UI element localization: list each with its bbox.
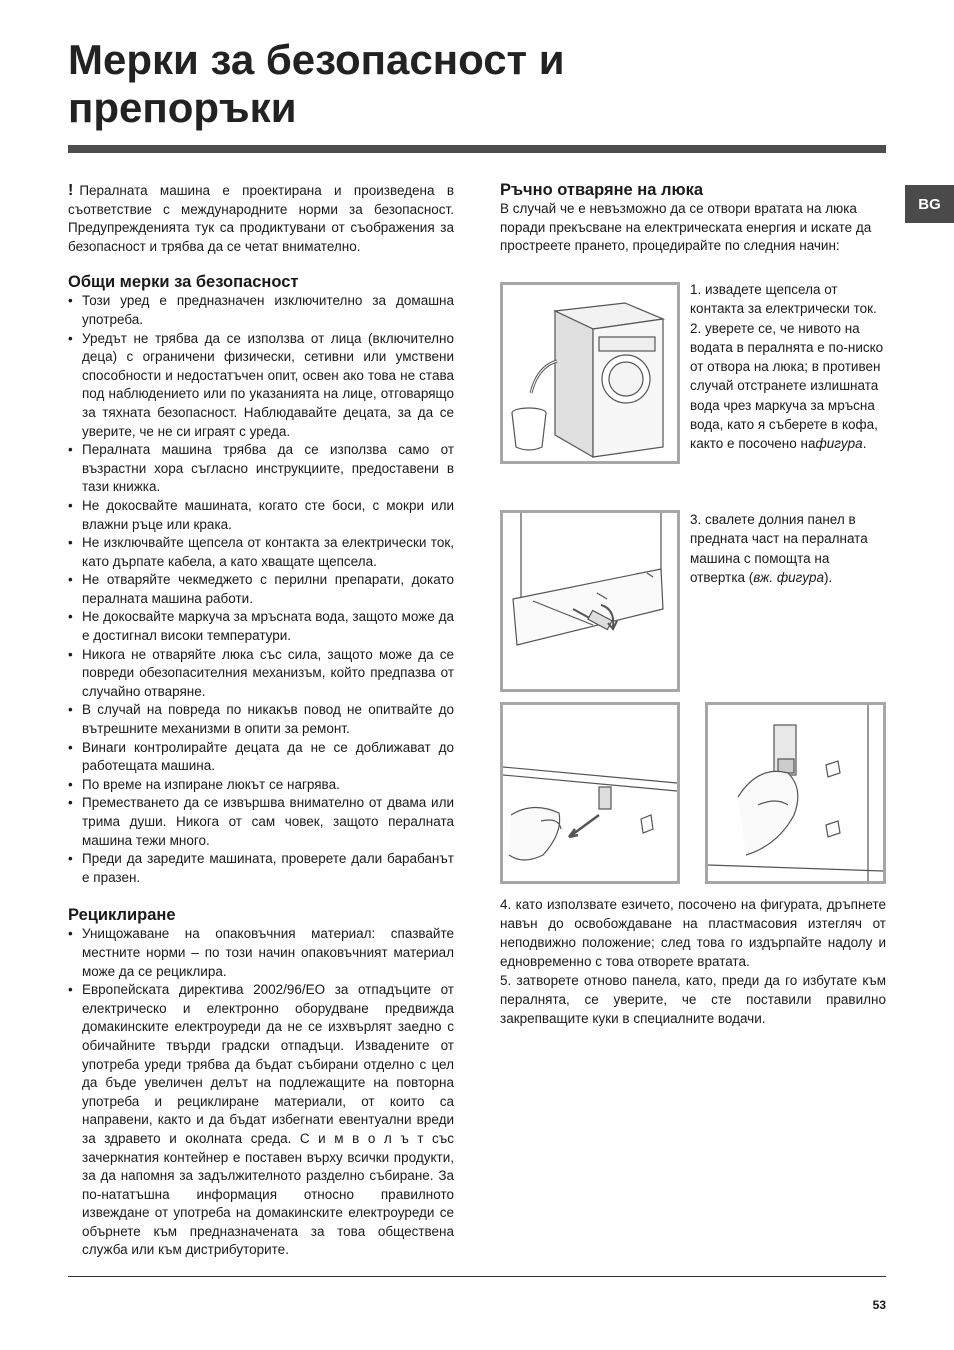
washing-machine-icon bbox=[503, 285, 677, 461]
tab-closeup-icon bbox=[708, 705, 883, 881]
list-item: • Унищожаване на опаковъчния материал: спазвайте местните норми – по този начин опаковъчният материал може да се рециклира. bbox=[68, 925, 454, 981]
list-item: • Не отваряйте чекмеджето с перилни препарати, докато пералната машина работи. bbox=[68, 571, 454, 608]
list-item: • В случай на повреда по никакъв повод не опитвайте до вътрешните механизми в опити за ремонт. bbox=[68, 701, 454, 738]
list-item: • Не докосвайте маркуча за мръсната вода, защото може да е достигнал високи температури. bbox=[68, 608, 454, 645]
title-divider bbox=[68, 145, 886, 153]
figure-tab-closeup bbox=[705, 702, 886, 884]
list-item: • Не докосвайте машината, когато сте боси, с мокри или влажни ръце или крака. bbox=[68, 497, 454, 534]
list-item: • Пералната машина трябва да се използва само от възрастни хора съгласно инструкциите, предоставени в тази книжка. bbox=[68, 441, 454, 497]
list-item: • Уредът не трябва да се използва от лица (включително деца) с ограничени физически, сетивни или умствени способности и недостатъчен опит, освен ако това не става под наблюдението или по указанията на лице, отговарящо за тяхната безопасност. Наблюдавайте децата, за да се уверите, че не си играят с уреда. bbox=[68, 330, 454, 442]
right-column bbox=[500, 180, 886, 256]
step-3-text bbox=[690, 510, 886, 587]
page-number: 53 bbox=[872, 1298, 886, 1312]
warning-mark-icon: ! bbox=[68, 182, 74, 199]
list-item: • Този уред е предназначен изключително за домашна употреба. bbox=[68, 292, 454, 329]
intro-paragraph bbox=[68, 182, 454, 256]
page-title: Мерки за безопасност и препоръки bbox=[68, 36, 565, 131]
recycling-heading: Рециклиране bbox=[68, 906, 176, 925]
list-item: • По време на изпиране люкът се нагрява. bbox=[68, 776, 454, 795]
recycling-list bbox=[68, 925, 454, 1260]
manual-intro: В случай че е невъзможно да се отвори вратата на люка поради прекъсване на електрическата енергия и искате да простреете прането, процедирайте по следния начин: bbox=[500, 201, 872, 254]
list-item: • Винаги контролирайте децата да не се доближават до работещата машина. bbox=[68, 739, 454, 776]
footer-divider bbox=[68, 1276, 886, 1277]
general-safety-heading: Общи мерки за безопасност bbox=[68, 273, 299, 292]
list-item: • Европейската директива 2002/96/ЕО за отпадъците от електрическо и електронно оборудване предвижда домакинските електроуреди да не се изхвърлят заедно с обичайните твърди градски отпадъци. Извадените от употреба уреди трябва да бъдат събирани отделно с цел да бъде увеличен делът на подлежащите на повторна употреба и рециклиране материали, от които са направени, както и да бъдат избегнати евентуални вреди за здравето и околната среда. С и м в о л ъ т със зачеркнатия контейнер е поставен върху всички продукти, за да напомня за задължителното разделно събиране. За по-нататъшна информация относно правилното извеждане от употреба на домакинските електроуреди се обърнете към предназначената за това обществена служба или към дистрибуторите. bbox=[68, 981, 454, 1260]
list-item: • Никога не отваряйте люка със сила, защото може да се повреди обезопасителния механизъм, който предпазва от случайно отваряне. bbox=[68, 646, 454, 702]
step-3: 3. свалете долния панел в предната част на пералната машина с помощта на отвертка (вж. фигура). bbox=[690, 512, 868, 585]
step-1: 1. извадете щепсела от контакта за електрически ток. bbox=[690, 282, 877, 317]
language-tab: BG bbox=[905, 185, 954, 223]
manual-opening-heading: Ръчно отваряне на люка bbox=[500, 181, 704, 199]
intro-text: Пералната машина е проектирана и произведена в съответствие с международните норми за безопасност. Предупрежденията тук са продиктувани от съображения за безопасност и трябва да се четат внимателно. bbox=[68, 183, 454, 254]
list-item: • Преди да заредите машината, проверете дали барабанът е празен. bbox=[68, 850, 454, 887]
step-2: 2. уверете се, че нивото на водата в пералнята е по-ниско от отвора на люка; в противен случай отстранете излишната вода чрез маркуча за мръсна вода, като я съберете в кофа, както е посочено нафигура. bbox=[690, 320, 884, 452]
step-1-2-text bbox=[690, 280, 886, 454]
left-column bbox=[68, 182, 454, 1260]
hand-pull-icon bbox=[503, 705, 677, 881]
general-safety-list bbox=[68, 292, 454, 887]
step-4-5-text bbox=[500, 895, 886, 1028]
figure-drain-bucket bbox=[500, 282, 680, 464]
figure-pull-tab bbox=[500, 702, 680, 884]
step-5: 5. затворете отново панела, като, преди да го избутате към пералнята, се уверите, че сте поставили правилно закрепващите куки в специалните водачи. bbox=[500, 973, 886, 1026]
list-item: • Преместването да се извършва внимателно от двама или трима души. Никога от сам човек, защото пералната машина тежи много. bbox=[68, 794, 454, 850]
list-item: • Не изключвайте щепсела от контакта за електрически ток, като дърпате кабела, а като хващате щепсела. bbox=[68, 534, 454, 571]
step-4: 4. като използвате езичето, посочено на фигурата, дръпнете навън до освобождаване на пластмасовия изтегляч от неподвижно положение; след това го издърпайте надолу и едновременно с това отворете вратата. bbox=[500, 897, 886, 969]
screwdriver-icon bbox=[503, 513, 677, 689]
figure-remove-panel bbox=[500, 510, 680, 692]
